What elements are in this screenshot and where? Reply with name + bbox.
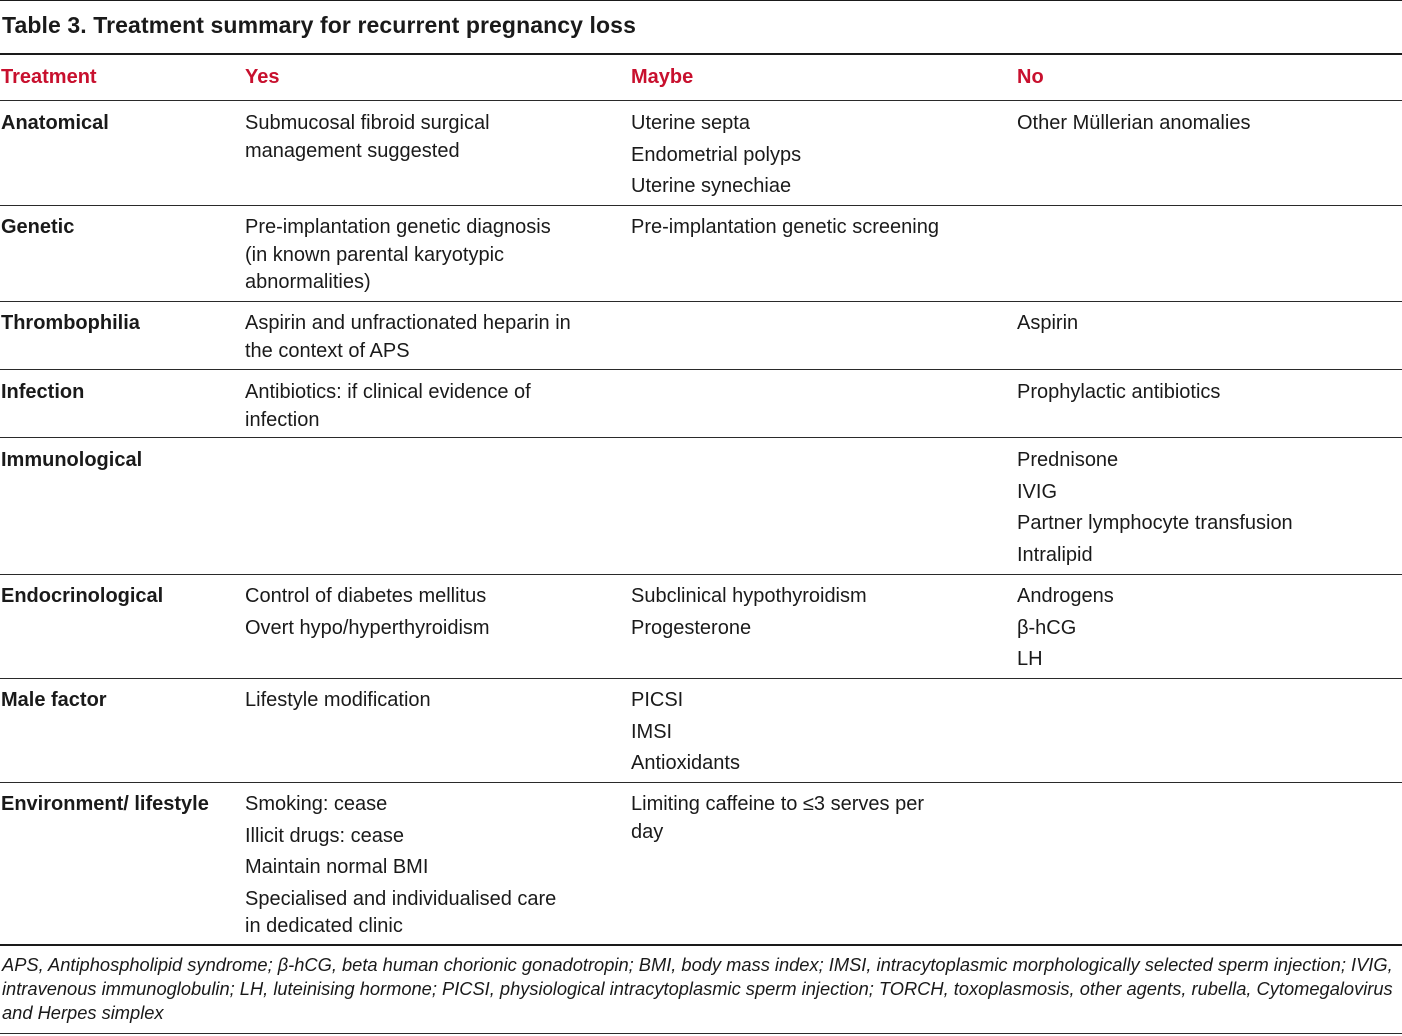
- maybe-item: Pre-implantation genetic screening: [631, 216, 939, 238]
- maybe-cell: [631, 583, 961, 646]
- maybe-item: Uterine synechiae: [631, 175, 792, 197]
- maybe-item: Limiting caffeine to ≤3 serves per day: [631, 793, 924, 843]
- no-item: Aspirin: [1017, 312, 1079, 334]
- maybe-item: Endometrial polyps: [631, 143, 802, 166]
- maybe-cell: [631, 687, 961, 782]
- no-cell: [1017, 447, 1397, 573]
- yes-item: Specialised and individualised care in dedicated clinic: [245, 887, 557, 937]
- yes-item: Maintain normal BMI: [245, 856, 429, 878]
- row-divider: [0, 782, 1402, 783]
- header-treatment: Treatment: [1, 66, 97, 88]
- no-item: Partner lymphocyte transfusion: [1017, 512, 1293, 534]
- no-cell: [1017, 583, 1397, 678]
- footnote-bottom-rule: [0, 1033, 1402, 1034]
- yes-cell: [245, 583, 575, 646]
- maybe-cell: [631, 110, 961, 205]
- maybe-item: Antioxidants: [631, 752, 740, 774]
- row-label: Genetic: [1, 216, 75, 238]
- row-label: Infection: [1, 381, 85, 403]
- no-cell: [1017, 110, 1397, 142]
- row-label: Thrombophilia: [1, 312, 140, 334]
- header-top-rule: [0, 53, 1402, 55]
- no-cell: [1017, 379, 1397, 411]
- no-item: Androgens: [1017, 585, 1114, 607]
- no-item: β-hCG: [1017, 616, 1077, 639]
- header-no: No: [1017, 66, 1044, 88]
- maybe-cell: [631, 214, 961, 246]
- row-label: Environment/ lifestyle: [1, 793, 209, 815]
- yes-cell: [245, 379, 575, 438]
- yes-item: Submucosal fibroid surgical management suggested: [245, 112, 490, 162]
- maybe-item: Subclinical hypothyroidism: [631, 585, 867, 607]
- no-item: Intralipid: [1017, 543, 1093, 566]
- yes-item: Overt hypo/hyperthyroidism: [245, 616, 490, 639]
- yes-item: Illicit drugs: cease: [245, 824, 404, 847]
- yes-item: Smoking: cease: [245, 793, 388, 815]
- maybe-item: PICSI: [631, 689, 684, 711]
- maybe-item: Uterine septa: [631, 112, 750, 134]
- yes-cell: [245, 110, 575, 169]
- no-item: LH: [1017, 648, 1043, 670]
- yes-cell: [245, 310, 575, 369]
- no-item: Prednisone: [1017, 449, 1119, 471]
- yes-item: Antibiotics: if clinical evidence of infection: [245, 381, 531, 431]
- yes-item: Pre-implantation genetic diagnosis (in known parental karyotypic abnormalities): [245, 216, 551, 293]
- table-footnote: APS, Antiphospholipid syndrome; β-hCG, beta human chorionic gonadotropin; BMI, body mass index; IMSI, intracytoplasmic morphologically selected sperm injection; IVIG, intravenous immunoglobulin; LH, luteinising hormone; PICSI, physiological intracytoplasmic sperm injection; TORCH, toxoplasmosis, other agents, rubella, Cytomegalovirus and Herpes simplex: [2, 954, 1393, 1023]
- row-label: Immunological: [1, 449, 143, 471]
- row-divider: [0, 205, 1402, 206]
- header-yes: Yes: [245, 66, 280, 88]
- yes-item: Control of diabetes mellitus: [245, 585, 487, 607]
- row-label: Anatomical: [1, 112, 109, 134]
- maybe-item: IMSI: [631, 720, 673, 743]
- yes-item: Lifestyle modification: [245, 689, 431, 711]
- header-maybe: Maybe: [631, 66, 694, 88]
- top-rule: [0, 0, 1402, 1]
- no-item: Prophylactic antibiotics: [1017, 381, 1221, 403]
- row-divider: [0, 574, 1402, 575]
- yes-item: Aspirin and unfractionated heparin in the context of APS: [245, 312, 571, 362]
- row-label: Endocrinological: [1, 585, 164, 607]
- row-divider: [0, 301, 1402, 302]
- yes-cell: [245, 791, 575, 945]
- maybe-cell: [631, 791, 961, 850]
- no-item: Other Müllerian anomalies: [1017, 112, 1251, 134]
- yes-cell: [245, 214, 575, 301]
- row-label: Male factor: [1, 689, 107, 711]
- no-cell: [1017, 310, 1397, 342]
- yes-cell: [245, 687, 575, 719]
- table-bottom-rule: [0, 944, 1402, 946]
- table-title: Table 3. Treatment summary for recurrent pregnancy loss: [2, 12, 636, 38]
- row-divider: [0, 369, 1402, 370]
- no-item: IVIG: [1017, 480, 1058, 503]
- maybe-item: Progesterone: [631, 616, 752, 639]
- header-bottom-rule: [0, 100, 1402, 101]
- row-divider: [0, 437, 1402, 438]
- row-divider: [0, 678, 1402, 679]
